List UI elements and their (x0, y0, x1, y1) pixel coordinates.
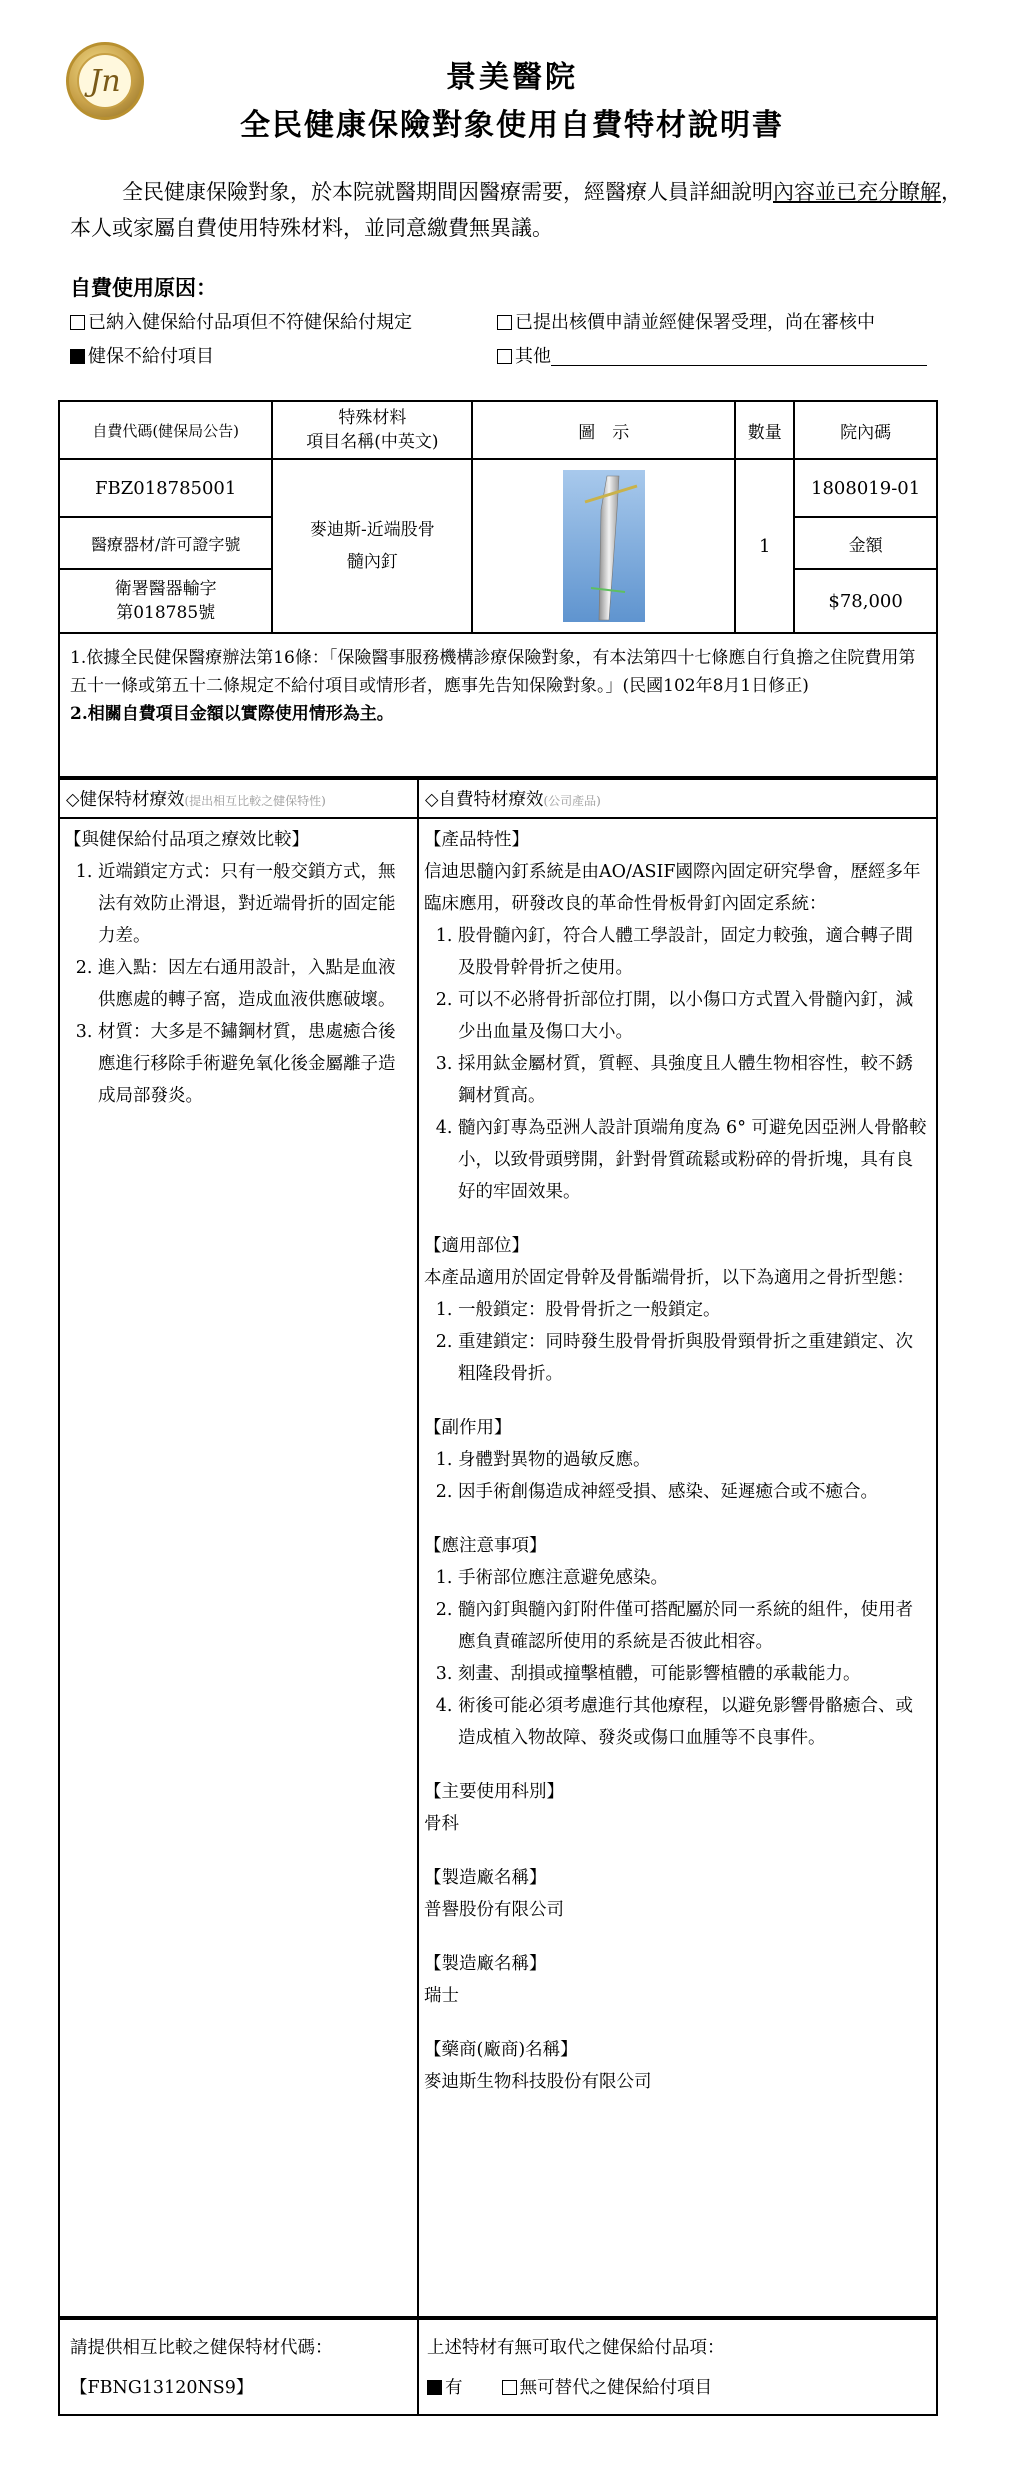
hospital-name: 景美醫院 (446, 60, 578, 95)
list-item: 3. 採用鈦金屬材質，質輕、具強度且人體生物相容性，較不銹鋼材質高。 (458, 1048, 930, 1112)
features-intro: 信迪思髓內釘系統是由AO/ASIF國際內固定研究學會，歷經多年臨床應用，研發改良的革命性骨板骨釘內固定系統： (424, 862, 921, 914)
list-item: 3. 材質：大多是不鏽鋼材質，患處癒合後應進行移除手術避免氧化後金屬離子造成局部發炎。 (98, 1016, 411, 1112)
vendor-title: 【藥商(廠商)名稱】 (424, 2040, 578, 2060)
product-qty: 1 (735, 459, 794, 633)
comparison-title: 【與健保給付品項之療效比較】 (64, 830, 309, 850)
intro-text-2: ，本人或家屬自費使用特殊材料，並同意繳費無異議。 (70, 180, 962, 240)
amount: $78,000 (794, 569, 937, 633)
side-effects-title: 【副作用】 (424, 1418, 512, 1438)
caution-list (424, 1562, 930, 1754)
manufacturer: 普譽股份有限公司 (424, 1900, 564, 1920)
product-image (472, 459, 735, 633)
bottom-right (427, 2332, 927, 2404)
note-1: 1.依據全民健保醫療辦法第16條：「保險醫事服務機構診療保險對象，有本法第四十七條應自行負擔之住院費用第五十一條或第五十二條規定不給付項目或情形者，應事先告知保險對象。」(民國102年8月1日修正) (70, 648, 916, 696)
list-item: 4. 髓內釘專為亞洲人設計頂端角度為 6° 可避免因亞洲人骨骼較小，以致骨頭劈開，針對骨質疏鬆或粉碎的骨折塊，具有良好的牢固效果。 (458, 1112, 930, 1208)
side-effects-list (424, 1444, 930, 1508)
col-header-internal: 院內碼 (794, 401, 937, 459)
reason-option-2[interactable]: 已提出核價申請並經健保署受理，尚在審核中 (497, 308, 875, 334)
product-code: FBZ018785001 (59, 459, 272, 517)
reason-option-3[interactable]: 健保不給付項目 (70, 342, 214, 368)
vendor: 麥迪斯生物科技股份有限公司 (424, 2072, 652, 2092)
option-no: 無可替代之健保給付項目 (519, 2378, 713, 2398)
other-blank-line (551, 347, 927, 366)
checkbox[interactable] (502, 2380, 517, 2395)
col-header-qty: 數量 (735, 401, 794, 459)
left-column-header: ◇健保特材療效(提出相互比較之健保特性) (66, 790, 326, 810)
list-item: 4. 術後可能必須考慮進行其他療程，以避免影響骨骼癒合、或造成植入物故障、發炎或傷口血腫等不良事件。 (458, 1690, 930, 1754)
comparison-list (64, 856, 411, 1112)
license-label: 醫療器材/許可證字號 (59, 517, 272, 569)
product-table (58, 400, 938, 634)
manufacturer-title: 【製造廠名稱】 (424, 1868, 547, 1888)
features-list (424, 920, 930, 1208)
list-item: 1. 身體對異物的過敏反應。 (458, 1444, 930, 1476)
section-header-divider (58, 817, 938, 819)
manufacturer-title-2: 【製造廠名稱】 (424, 1954, 547, 1974)
col-header-image: 圖 示 (472, 401, 735, 459)
compare-code-label: 請提供相互比較之健保特材代碼： (70, 2338, 333, 2358)
checkbox[interactable] (70, 315, 85, 330)
substitute-options (427, 2372, 927, 2404)
note-2: 2.相關自費項目金額以實際使用情形為主。 (70, 704, 394, 724)
compare-code: 【FBNG13120NS9】 (70, 2378, 254, 2398)
logo-monogram: Jn (77, 53, 133, 109)
reason-title: 自費使用原因： (70, 275, 217, 300)
checkbox-checked[interactable] (70, 349, 85, 364)
list-item: 1. 手術部位應注意避免感染。 (458, 1562, 930, 1594)
right-column-header: ◇自費特材療效(公司產品) (425, 790, 601, 810)
checkbox[interactable] (497, 315, 512, 330)
reason-option-4[interactable]: 其他 (497, 342, 927, 368)
left-column (64, 824, 411, 1112)
document-title: 全民健康保險對象使用自費特材說明書 (240, 108, 784, 143)
list-item: 3. 刻畫、刮損或撞擊植體，可能影響植體的承載能力。 (458, 1658, 930, 1690)
amount-label: 金額 (794, 517, 937, 569)
nail-image (563, 470, 645, 622)
col-header-name: 特殊材料 項目名稱(中英文) (272, 401, 472, 459)
option-yes: 有 (445, 2378, 463, 2398)
list-item: 2. 重建鎖定：同時發生股骨骨折與股骨頸骨折之重建鎖定、次粗隆段骨折。 (458, 1326, 930, 1390)
department-title: 【主要使用科別】 (424, 1782, 564, 1802)
col-header-code: 自費代碼(健保局公告) (59, 401, 272, 459)
intro-underlined: 內容並已充分瞭解 (773, 180, 941, 204)
list-item: 2. 可以不必將骨折部位打開，以小傷口方式置入骨髓內釘，減少出血量及傷口大小。 (458, 984, 930, 1048)
caution-title: 【應注意事項】 (424, 1536, 547, 1556)
intro-paragraph (70, 174, 970, 246)
reason-option-1[interactable]: 已納入健保給付品項但不符健保給付規定 (70, 308, 412, 334)
apply-list (424, 1294, 930, 1390)
apply-title: 【適用部位】 (424, 1236, 529, 1256)
list-item: 2. 因手術創傷造成神經受損、感染、延遲癒合或不癒合。 (458, 1476, 930, 1508)
column-divider (417, 778, 419, 2416)
list-item: 2. 進入點：因左右通用設計，入點是血液供應處的轉子窩，造成血液供應破壞。 (98, 952, 411, 1016)
intro-text-1: 全民健康保險對象，於本院就醫期間因醫療需要，經醫療人員詳細說明 (122, 180, 773, 204)
apply-intro: 本產品適用於固定骨幹及骨骺端骨折，以下為適用之骨折型態： (424, 1268, 914, 1288)
list-item: 1. 股骨髓內釘，符合人體工學設計，固定力較強，適合轉子間及股骨幹骨折之使用。 (458, 920, 930, 984)
regulation-notes (58, 632, 938, 778)
bottom-left (70, 2332, 410, 2404)
right-column (424, 824, 930, 2098)
license-number: 衛署醫器輸字 第018785號 (59, 569, 272, 633)
list-item: 1. 一般鎖定：股骨骨折之一般鎖定。 (458, 1294, 930, 1326)
internal-code: 1808019-01 (794, 459, 937, 517)
features-title: 【產品特性】 (424, 830, 529, 850)
checkbox-checked[interactable] (427, 2380, 442, 2395)
list-item: 1. 近端鎖定方式：只有一般交鎖方式，無法有效防止滑退，對近端骨折的固定能力差。 (98, 856, 411, 952)
list-item: 2. 髓內釘與髓內釘附件僅可搭配屬於同一系統的組件，使用者應負責確認所使用的系統是否彼此相容。 (458, 1594, 930, 1658)
department: 骨科 (424, 1814, 459, 1834)
checkbox[interactable] (497, 349, 512, 364)
manufacturer-country: 瑞士 (424, 1986, 459, 2006)
substitute-label: 上述特材有無可取代之健保給付品項： (427, 2338, 725, 2358)
product-name: 麥迪斯-近端股骨 髓內釘 (272, 459, 472, 633)
